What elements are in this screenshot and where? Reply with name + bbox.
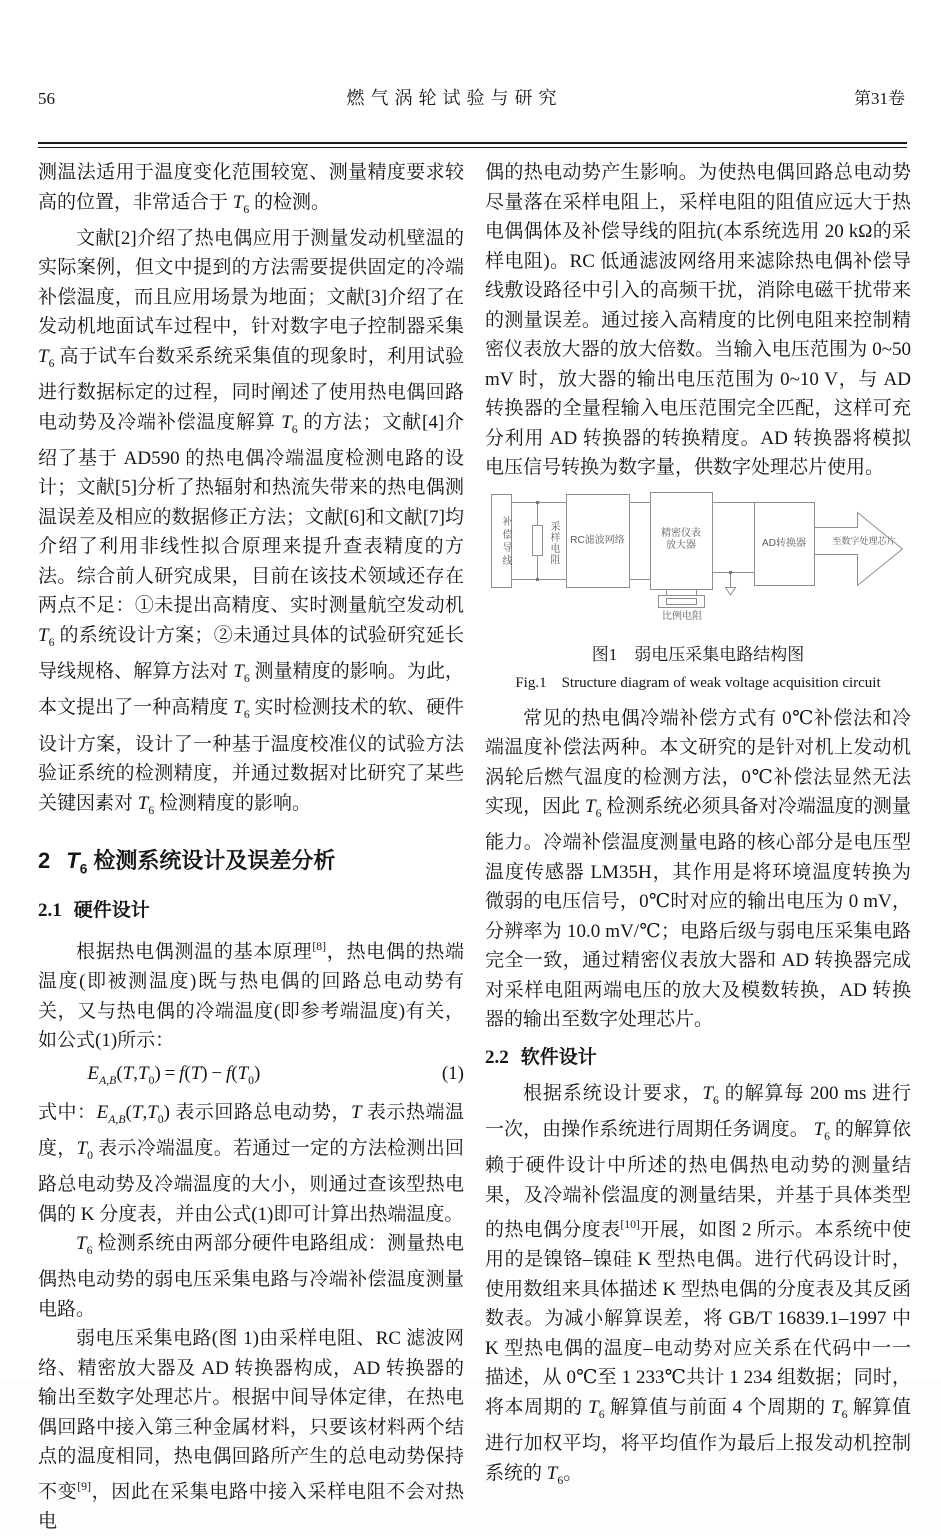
volume-label: 第31卷 [854, 89, 905, 108]
amplifier-label-line1: 精密仪表 [661, 527, 701, 539]
paragraph: 偶的热电动势产生影响。为使热电偶回路总电动势尽量落在采样电阻上，采样电阻的阻值应远大于热电偶偶体及补偿导线的阻抗(本系统选用 20 kΩ的采样电阻)。RC 低通滤波网络用来滤除热电偶补偿导线敷设路径中引入的高频干扰，消除电磁干扰带来的测量误差。通过接入高精度的比例电阻来控制精密仪表放大器的放大倍数。当输入电压范围为 0~50 mV 时，放大器的输出电压范围为 0~10 V，与 AD 转换器的全量程输入电压范围完全匹配，这样可充分利用 AD 转换器的转换精度。AD 转换器将模拟电压信号转换为数字量，供数字处理芯片使用。 [485, 162, 911, 478]
figure-caption-zh: 图1 弱电压采集电路结构图 [591, 644, 805, 664]
right-column [485, 158, 911, 1536]
paragraph: 根据热电偶测温的基本原理[8]，热电偶的热端温度(即被测温度)既与热电偶的回路总电动势有关，又与热电偶的冷端温度(即参考端温度)有关，如公式(1)所示： [38, 940, 464, 1052]
figure-caption-en: Fig.1 Structure diagram of weak voltage acquisition circuit [515, 674, 881, 691]
paragraph: 弱电压采集电路(图 1)由采样电阻、RC 滤波网络、精密放大器及 AD 转换器构成，AD 转换器的输出至数字处理芯片。根据中间导体定律，在热电偶回路中接入第三种金属材料，只要该材料两个结点的温度相同，热电偶回路所产生的总电动势保持不变[9]，因此在采集电路中接入采样电阻不会对热电 [38, 1328, 464, 1532]
section-title: 硬件设计 [73, 900, 150, 922]
paragraph: 式中：$E_{A,B}(T,T_0)$ 表示回路总电动势，T 表示热端温度，$T_0$ 表示冷端温度。若通过一定的方法检测出回路总电动势及冷端温度的大小，则通过查该型热电偶的 K 分度表，并由公式(1)即可计算出热端温度。 [38, 1101, 464, 1225]
figure-output-arrow-label: 至数字处理芯片 [832, 535, 896, 546]
paragraph: 根据系统设计要求，$T_6$ 的解算每 200 ms 进行一次，由操作系统进行周期任务调度。 $T_6$ 的解算依赖于硬件设计中所述的热电偶热电动势的测量结果，及冷端补偿温度的测量结果，并基于具体类型的热电偶分度表[10]开展，如图 2 所示。本系统中使用的是镍铬–镍硅 K 型热电偶。进行代码设计时，使用数组来具体描述 K 型热电偶的分度表及其反函数表。为减小解算误差，将 GB/T 16839.1–1997 中 K 型热电偶的温度–电动势对应关系在代码中一一描述，从 0℃至 1 233℃共计 1 234 组数据；同时，将本周期的 $T_6$ 解算值与前面 4 个周期的 $T_6$ 解算值进行加权平均，将平均值作为最后上报发动机控制系统的 $T_6$。 [485, 1082, 911, 1487]
paragraph: $T_6$ 检测系统由两部分硬件电路组成：测量热电偶热电动势的弱电压采集电路与冷端补偿温度测量电路。 [38, 1233, 464, 1320]
section-number: 2 [38, 848, 51, 874]
section-number: 2.1 [38, 900, 62, 922]
page-number: 56 [38, 89, 55, 108]
header-double-rule [38, 142, 907, 148]
figure-sampling-resistor-label: 采样电阻 [548, 520, 559, 565]
two-column-body [38, 158, 911, 1536]
figure-1-diagram [485, 487, 911, 639]
figure-ratio-resistor-label: 比例电阻 [662, 610, 702, 622]
left-column [38, 158, 464, 1536]
figure-1 [485, 487, 911, 694]
amplifier-label-line2: 放大器 [666, 539, 696, 551]
section-heading-2-2 [485, 1044, 911, 1072]
section-heading-2-1 [38, 897, 464, 925]
paragraph: 文献[2]介绍了热电偶应用于测量发动机壁温的实际案例，但文中提到的方法需要提供固定的冷端补偿温度，而且应用场景为地面；文献[3]介绍了在发动机地面试车过程中，针对数字电子控制器采集 $T_6$ 高于试车台数采系统采集值的现象时，利用试验进行数据标定的过程，同时阐述了使用热电偶回路电动势及冷端补偿温度解算 $T_6$ 的方法；文献[4]介绍了基于 AD590 的热电偶冷端温度检测电路的设计；文献[5]分析了热辐射和热流失带来的热电偶测温误差及相应的数据修正方法；文献[6]和文献[7]均介绍了利用非线性拟合原理来提升查表精度的方法。综合前人研究成果，目前在该技术领域还存在两点不足：①未提出高精度、实时测量航空发动机 $T_6$ 的系统设计方案；②未通过具体的试验研究延长导线规格、解算方法对 $T_6$ 测量精度的影响。为此，本文提出了一种高精度 $T_6$ 实时检测技术的软、硬件设计方案，设计了一种基于温度校准仪的试验方法验证系统的检测精度，并通过数据对比研究了某些关键因素对 $T_6$ 检测精度的影响。 [38, 227, 464, 817]
equation-body: $E_{A,B}(T,T_0) = f(T) - f(T_0)$ [87, 1062, 261, 1087]
paragraph: 测温法适用于温度变化范围较宽、测量精度要求较高的位置，非常适合于 $T_6$ 的检测。 [38, 162, 464, 216]
figure-block-ad-converter-label: AD转换器 [762, 537, 806, 549]
figure-block-rc-filter-label: RC滤波网络 [570, 534, 625, 546]
figure-block-amplifier-label [650, 528, 712, 552]
figure-block-compensation-lead-label: 补偿导线 [500, 515, 511, 568]
section-title: $T_6$ 检测系统设计及误差分析 [66, 848, 336, 877]
equation-number: (1) [441, 1062, 464, 1084]
section-heading-2 [38, 846, 464, 884]
paragraph: 常见的热电偶冷端补偿方式有 0℃补偿法和冷端温度补偿法两种。本文研究的是针对机上发动机涡轮后燃气温度的检测方法，0℃补偿法显然无法实现，因此 $T_6$ 检测系统必须具备对冷端温度的测量能力。冷端补偿温度测量电路的核心部分是电压型温度传感器 LM35H，其作用是将环境温度转换为微弱的电压信号，0℃时对应的输出电压为 0 mV，分辨率为 10.0 mV/℃；电路后级与弱电压采集电路完全一致，通过精密仪表放大器和 AD 转换器完成对采样电阻两端电压的放大及模数转换，AD 转换器的输出至数字处理芯片。 [485, 707, 911, 1031]
running-head [38, 84, 905, 110]
section-number: 2.2 [485, 1046, 509, 1068]
journal-title: 燃气涡轮试验与研究 [346, 88, 563, 108]
section-title: 软件设计 [520, 1046, 597, 1068]
equation-1 [38, 1058, 464, 1096]
